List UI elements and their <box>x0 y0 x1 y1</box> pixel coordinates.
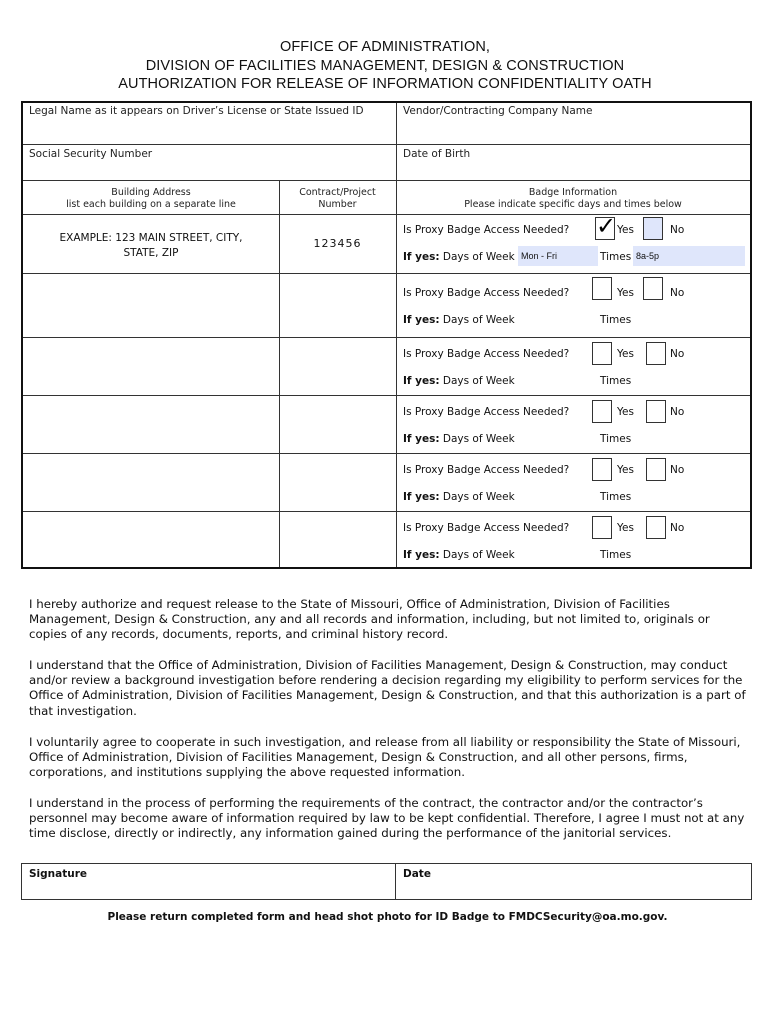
date-field[interactable]: Date <box>403 868 431 880</box>
if-yes-label: If yes: <box>403 314 440 326</box>
form-header <box>0 38 770 94</box>
if-yes-label: If yes: <box>403 375 440 387</box>
if-yes-label: If yes: <box>403 251 440 263</box>
if-yes-days-label <box>403 433 515 445</box>
if-yes-days-label <box>403 491 515 503</box>
times-label: Times <box>600 549 632 561</box>
proxy-question: Is Proxy Badge Access Needed? <box>403 406 570 418</box>
row-divider <box>23 180 750 181</box>
badge-information-header <box>396 187 750 211</box>
building-address-subtitle: list each building on a separate line <box>66 199 236 210</box>
header-line-2: DIVISION OF FACILITIES MANAGEMENT, DESIGN & CONSTRUCTION <box>145 57 625 74</box>
yes-checkbox[interactable] <box>592 400 612 423</box>
if-yes-label: If yes: <box>403 491 440 503</box>
no-label: No <box>670 464 685 476</box>
column-divider <box>395 864 396 899</box>
example-address <box>23 231 279 261</box>
days-label: Days of Week <box>442 251 515 263</box>
if-yes-days-label <box>403 314 515 326</box>
authorization-paragraph: I hereby authorize and request release to the State of Missouri, Office of Administration, Division of Facilities Management, Design & Construction, any and all records and information, including, but not limited to, originals or copies of any records, documents, reports, and criminal history record. <box>29 597 710 642</box>
yes-checkbox[interactable] <box>592 342 612 365</box>
proxy-question: Is Proxy Badge Access Needed? <box>403 464 570 476</box>
days-input[interactable]: Mon - Fri <box>518 246 598 266</box>
example-contract-number: 123456 <box>313 237 362 250</box>
times-input[interactable]: 8a-5p <box>633 246 745 266</box>
signature-field[interactable]: Signature <box>29 868 88 880</box>
signature-table <box>21 863 752 900</box>
no-checkbox[interactable] <box>646 516 666 539</box>
proxy-question: Is Proxy Badge Access Needed? <box>403 287 570 299</box>
ssn-field[interactable]: Social Security Number <box>29 148 153 160</box>
proxy-question: Is Proxy Badge Access Needed? <box>403 348 570 360</box>
no-checkbox[interactable] <box>643 217 663 240</box>
legal-name-field[interactable]: Legal Name as it appears on Driver’s License or State Issued ID <box>29 105 364 117</box>
proxy-question: Is Proxy Badge Access Needed? <box>403 224 570 236</box>
contract-number-subtitle: Number <box>318 199 357 210</box>
if-yes-days-label <box>403 251 515 263</box>
building-address-header <box>23 187 279 211</box>
investigation-paragraph: I understand that the Office of Administration, Division of Facilities Management, Design & Construction, may conduct and/or review a background investigation before rendering a decision regarding my eligibility to perform services for the Office of Administration, Division of Facilities Management, Design & Construction, and that this authorization is a part of that investigation. <box>29 658 746 718</box>
confidentiality-paragraph: I understand in the process of performing the requirements of the contract, the contractor and/or the contractor’s personnel may become aware of information required by law to be kept confidential. Therefore, I agree I must not at any time disclose, directly or indirectly, any information gained during the performance of the janitorial services. <box>29 796 745 841</box>
times-label: Times <box>600 251 632 263</box>
contract-number-title: Contract/Project <box>299 187 376 198</box>
header-line-3: AUTHORIZATION FOR RELEASE OF INFORMATION CONFIDENTIALITY OATH <box>118 76 652 92</box>
example-address-line-2: STATE, ZIP <box>123 247 179 259</box>
no-label: No <box>670 224 685 236</box>
row-divider <box>23 337 750 338</box>
no-label: No <box>670 348 685 360</box>
column-divider <box>396 180 397 567</box>
row-divider <box>23 273 750 274</box>
row-divider <box>23 511 750 512</box>
row-divider <box>23 395 750 396</box>
row-divider <box>23 144 750 145</box>
yes-label: Yes <box>617 406 634 418</box>
contract-number-header <box>279 187 396 211</box>
checkmark-icon: ✓ <box>596 212 617 240</box>
yes-label: Yes <box>617 287 634 299</box>
example-address-line-1: EXAMPLE: 123 MAIN STREET, CITY, <box>59 232 243 244</box>
no-label: No <box>670 287 685 299</box>
row-divider <box>23 214 750 215</box>
times-label: Times <box>600 433 632 445</box>
yes-label: Yes <box>617 522 634 534</box>
days-label: Days of Week <box>442 549 515 561</box>
no-checkbox[interactable] <box>646 458 666 481</box>
if-yes-days-label <box>403 549 515 561</box>
if-yes-label: If yes: <box>403 549 440 561</box>
times-label: Times <box>600 375 632 387</box>
badge-information-subtitle: Please indicate specific days and times below <box>464 199 682 210</box>
no-label: No <box>670 522 685 534</box>
information-table <box>21 101 752 569</box>
days-label: Days of Week <box>442 375 515 387</box>
if-yes-days-label <box>403 375 515 387</box>
days-label: Days of Week <box>442 491 515 503</box>
days-label: Days of Week <box>442 314 515 326</box>
yes-checkbox[interactable] <box>592 516 612 539</box>
yes-label: Yes <box>617 464 634 476</box>
yes-label: Yes <box>617 348 634 360</box>
yes-label: Yes <box>617 224 634 236</box>
days-label: Days of Week <box>442 433 515 445</box>
yes-checkbox[interactable] <box>592 277 612 300</box>
vendor-name-field[interactable]: Vendor/Contracting Company Name <box>403 105 593 117</box>
column-divider <box>396 103 397 181</box>
proxy-question: Is Proxy Badge Access Needed? <box>403 522 570 534</box>
no-checkbox[interactable] <box>646 400 666 423</box>
header-line-1: OFFICE OF ADMINISTRATION, <box>279 39 491 55</box>
no-checkbox[interactable] <box>643 277 663 300</box>
if-yes-label: If yes: <box>403 433 440 445</box>
no-checkbox[interactable] <box>646 342 666 365</box>
no-label: No <box>670 406 685 418</box>
return-instructions: Please return completed form and head shot photo for ID Badge to FMDCSecurity@oa.mo.gov. <box>107 911 668 923</box>
building-address-title: Building Address <box>111 187 191 198</box>
times-label: Times <box>600 314 632 326</box>
cooperation-paragraph: I voluntarily agree to cooperate in such investigation, and release from all liability or responsibility the State of Missouri, Office of Administration, Division of Facilities Management, Design & Construction, and all other persons, firms, corporations, and institutions supplying the above requested information. <box>29 735 741 780</box>
dob-field[interactable]: Date of Birth <box>403 148 471 160</box>
row-divider <box>23 453 750 454</box>
yes-checkbox[interactable] <box>595 212 617 240</box>
times-label: Times <box>600 491 632 503</box>
yes-checkbox[interactable] <box>592 458 612 481</box>
badge-information-title: Badge Information <box>528 187 618 198</box>
